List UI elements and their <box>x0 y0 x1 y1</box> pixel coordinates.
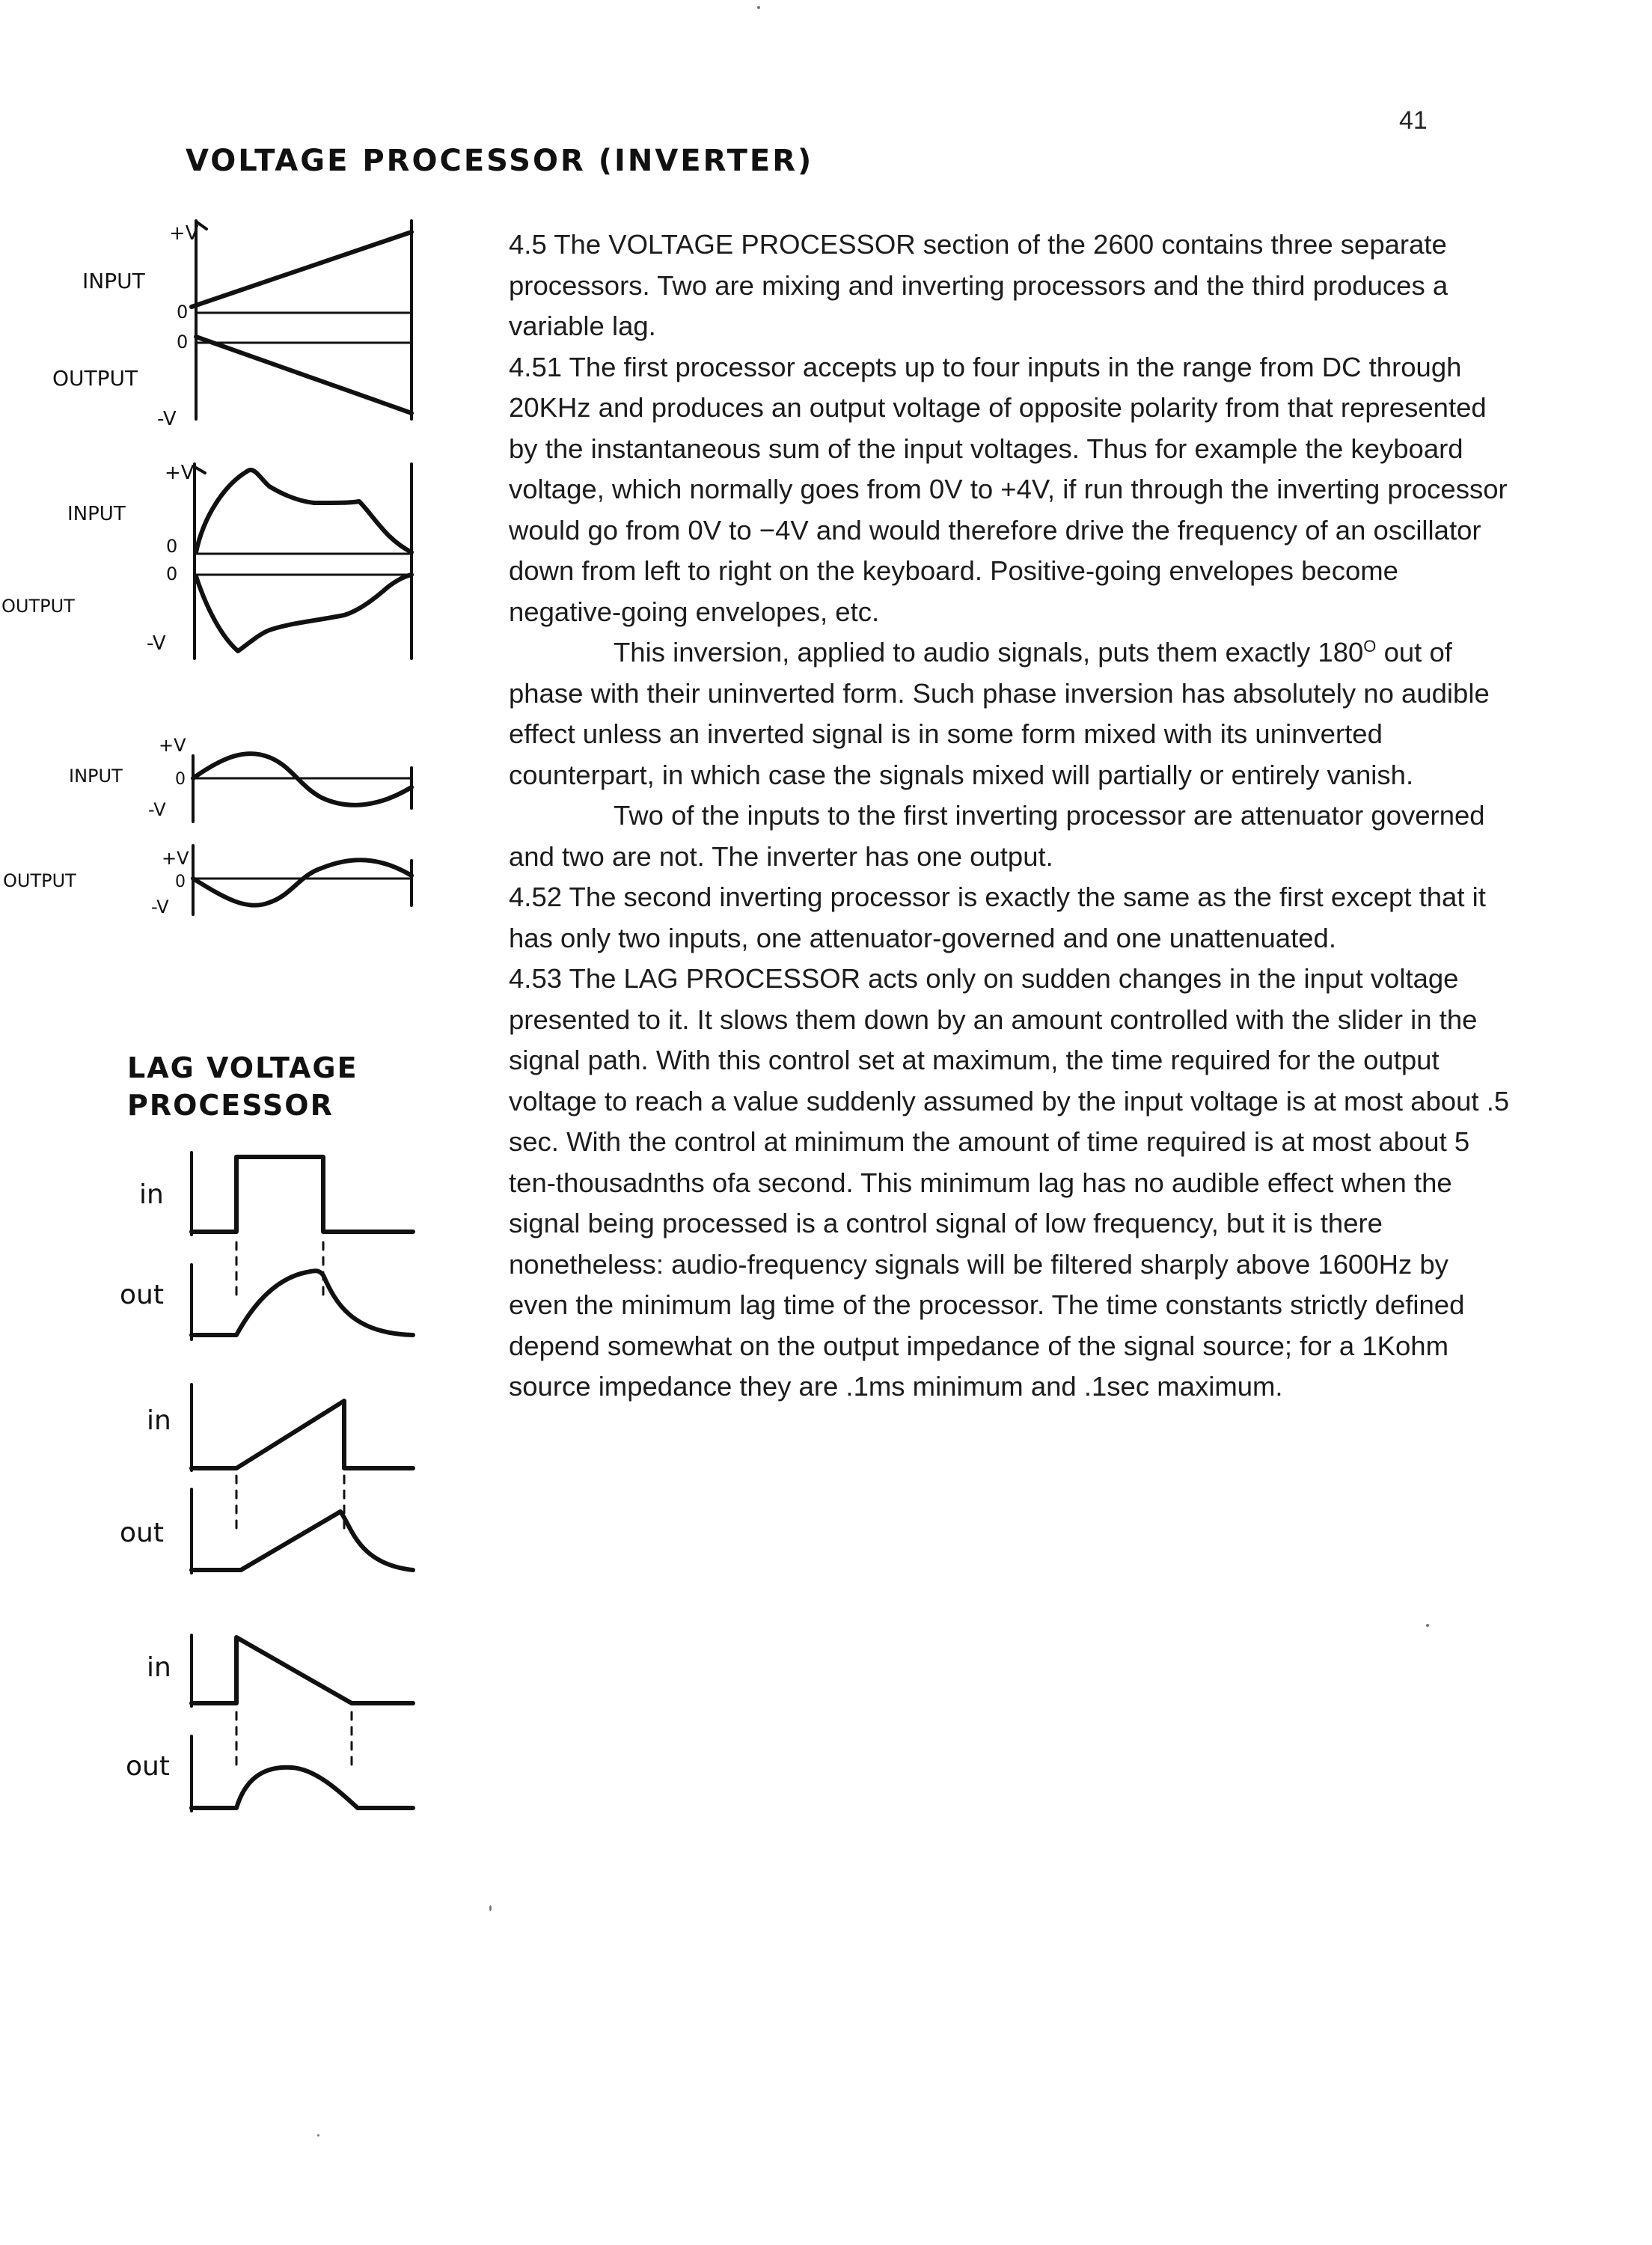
lag-c-in-label: in <box>147 1652 171 1683</box>
inversion-text-b: out of phase with their uninverted form. Such phase inversion has absolutely no audible effect unless an inverted signal is in some form mixed with its uninverted counterpart, in which case the signals mixed will partially or entirely vanish. <box>509 637 1490 790</box>
paragraph-4-51: 4.51 The first processor accepts up to four inputs in the range from DC through 20KHz and produces an output voltage of opposite polarity from that represented by the instantaneous sum of the input voltages. Thus for example the keyboard voltage, which normally goes from 0V to +4V, if run through the inverting processor would go from 0V to −4V and would therefore drive the frequency of an oscillator down from left to right on the keyboard. Positive-going envelopes become negative-going envelopes, etc. <box>509 351 1508 627</box>
lag-a-in-wave <box>192 1157 413 1232</box>
sine-output-wave <box>193 860 412 905</box>
envelope-output-wave <box>196 575 412 651</box>
ramp-zero-1: 0 <box>177 302 189 323</box>
ramp-output-label: OUTPUT <box>52 366 138 391</box>
lag-a-out-label: out <box>120 1280 164 1310</box>
lag-rampup-figure <box>120 1384 413 1573</box>
envelope-zero-2: 0 <box>166 563 178 584</box>
lag-a-in-label: in <box>139 1179 164 1210</box>
lag-square-figure <box>120 1152 413 1340</box>
page-title: VOLTAGE PROCESSOR (INVERTER) <box>186 144 814 178</box>
inversion-text-a: This inversion, applied to audio signals, puts them exactly 180 <box>614 637 1364 668</box>
sine-zero-2: 0 <box>175 873 186 891</box>
paragraph-4-51-inputs: Two of the inputs to the first inverting processor are attenuator governed and two are not. The inverter has one output. <box>509 800 1485 872</box>
degree-sup: O <box>1363 636 1377 656</box>
lag-a-out-wave <box>192 1271 413 1335</box>
envelope-minus-v: -V <box>147 632 166 655</box>
ramp-input-label: INPUT <box>82 269 145 293</box>
ramp-input-wave <box>192 232 412 307</box>
sine-minus-v-1: -V <box>148 799 166 820</box>
sine-zero-1: 0 <box>175 770 186 789</box>
ramp-output-wave <box>196 337 412 413</box>
sine-inverter-figure <box>3 735 412 917</box>
ramp-minus-v: -V <box>157 408 177 430</box>
lag-b-out-label: out <box>120 1518 164 1548</box>
ramp-plus-v: +V <box>169 222 199 245</box>
figures-svg <box>0 0 464 1856</box>
lag-b-in-wave <box>192 1401 413 1468</box>
sine-plus-v-1: +V <box>159 735 186 756</box>
paragraph-4-51-inversion <box>509 632 1511 795</box>
envelope-input-wave <box>196 470 412 552</box>
lag-c-in-wave <box>192 1637 413 1703</box>
lag-heading-line-1: LAG VOLTAGE <box>127 1051 358 1084</box>
envelope-inverter-figure <box>1 462 412 659</box>
lag-b-in-label: in <box>147 1405 171 1436</box>
scan-speck <box>317 2134 319 2136</box>
scan-speck <box>489 1905 492 1911</box>
paragraph-4-53: 4.53 The LAG PROCESSOR acts only on sudden changes in the input voltage presented to it. It slows them down by an amount controlled with the slider in the signal path. With this control set at maximum, the time required for the output voltage to reach a value suddenly assumed by the input voltage is at most about .5 sec. With the control at minimum the amount of time required is at most about 5 ten-thousadnths ofa second. This minimum lag has no audible effect when the signal being processed is a control signal of low frequency, but it is there nonetheless: audio-frequency signals will be filtered sharply above 1600Hz by even the minimum lag time of the processor. The time constants strictly defined depend somewhat on the output impedance of the signal source; for a 1Kohm source impedance they are .1ms minimum and .1sec maximum. <box>509 963 1510 1402</box>
ramp-zero-2: 0 <box>177 332 189 352</box>
sine-output-label: OUTPUT <box>3 870 76 891</box>
lag-heading-line-2: PROCESSOR <box>127 1089 334 1122</box>
envelope-output-label: OUTPUT <box>1 596 75 617</box>
envelope-plus-v: +V <box>165 462 195 484</box>
lag-rampdown-figure <box>126 1635 413 1811</box>
lag-c-out-wave <box>192 1768 413 1808</box>
paragraph-4-5: 4.5 The VOLTAGE PROCESSOR section of the 2600 contains three separate processors. Two are mixing and inverting processors and the third produces a variable lag. <box>509 229 1448 341</box>
envelope-input-label: INPUT <box>67 503 126 525</box>
lag-c-out-label: out <box>126 1751 170 1782</box>
page-number: 41 <box>1399 106 1428 135</box>
body-text <box>509 224 1511 1408</box>
paragraph-4-52: 4.52 The second inverting processor is exactly the same as the first except that it has only two inputs, one attenuator-governed and one unattenuated. <box>509 882 1486 953</box>
lag-b-out-wave <box>192 1512 413 1570</box>
sine-minus-v-2: -V <box>151 897 169 917</box>
envelope-tick <box>196 468 205 473</box>
scan-speck <box>1426 1624 1429 1627</box>
figures-column <box>0 0 464 1860</box>
envelope-zero-1: 0 <box>166 536 178 557</box>
ramp-inverter-figure <box>52 221 412 430</box>
sine-plus-v-2: +V <box>162 848 189 869</box>
sine-input-label: INPUT <box>69 766 123 786</box>
scan-speck <box>757 6 760 9</box>
